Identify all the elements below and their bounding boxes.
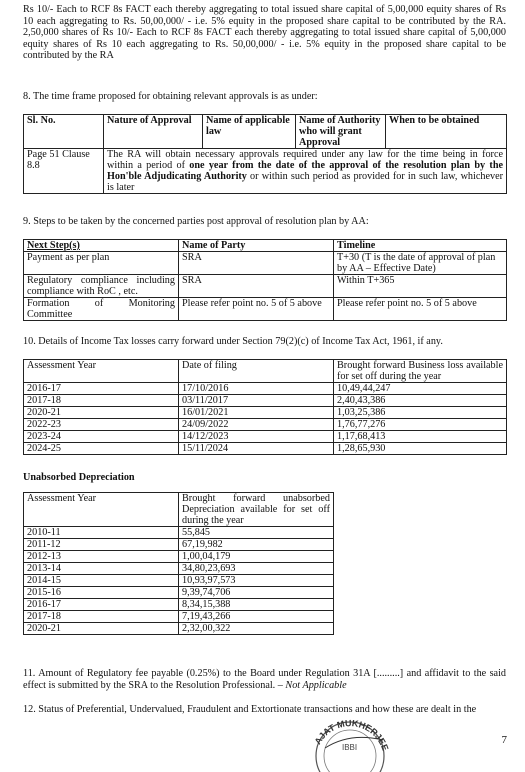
- svg-text:AJAT MUKHERJEE: AJAT MUKHERJEE: [312, 718, 391, 753]
- header-sl-no: Sl. No.: [24, 115, 104, 149]
- depreciation-heading: Unabsorbed Depreciation: [23, 472, 135, 483]
- approval-description: The RA will obtain necessary approvals required under any law for the time being in force within a period of one year from the date of the approval of the resolution plan by the Hon'ble Adjudicating Authority or within such period as provided for in such law, whichever is later: [104, 149, 507, 194]
- table-row: [24, 395, 507, 407]
- table-row: [24, 623, 334, 635]
- table-cell: 03/11/2017: [179, 395, 334, 407]
- intro-paragraph: Rs 10/- Each to RCF 8s FACT each thereby aggregating to total issued share capital of 5,00,000 equity shares of Rs 10 each aggregating to Rs. 50,00,000/ - i.e. 5% equity in the proposed share capital to be contributed by the RA. 2,50,000 shares of Rs 10/- Each to RCF 8s FACT each thereby aggregating to total issued share capital of 5,00,000 equity shares of Rs 10 each aggregating to Rs. 50,00,000/ - i.e. 5% equity in the proposed share capital to be contributed by the RA: [23, 4, 506, 62]
- table-cell: 2013-14: [24, 563, 179, 575]
- table-cell: Within T+365: [334, 275, 507, 298]
- tax-losses-table: [23, 359, 507, 455]
- header-applicable-law: Name of applicable law: [203, 115, 296, 149]
- table-cell: 2024-25: [24, 443, 179, 455]
- table-row: [24, 149, 507, 194]
- table-cell: 2011-12: [24, 539, 179, 551]
- table-cell: 8,34,15,388: [179, 599, 334, 611]
- section-12-paragraph: 12. Status of Preferential, Undervalued, Fraudulent and Extortionate transactions and how these are dealt in the: [23, 704, 477, 715]
- header-nature-of-approval: Nature of Approval: [104, 115, 203, 149]
- header-business-loss: Brought forward Business loss available for set off during the year: [334, 360, 507, 383]
- table-header-row: [24, 240, 507, 252]
- header-timeline: Timeline: [334, 240, 507, 252]
- section-11-paragraph: 11. Amount of Regulatory fee payable (0.25%) to the Board under Regulation 31A [.........] and affidavit to the said effect is submitted by the SRA to the Resolution Professional. – Not Applicable: [23, 668, 506, 691]
- table-cell: 14/12/2023: [179, 431, 334, 443]
- table-header-row: [24, 115, 507, 149]
- table-cell: 2017-18: [24, 395, 179, 407]
- table-cell: 2016-17: [24, 383, 179, 395]
- table-cell: 2010-11: [24, 527, 179, 539]
- table-cell: 2012-13: [24, 551, 179, 563]
- table-cell: 2017-18: [24, 611, 179, 623]
- table-row: [24, 563, 334, 575]
- table-cell: 2,40,43,386: [334, 395, 507, 407]
- table-row: [24, 419, 507, 431]
- table-cell: 1,17,68,413: [334, 431, 507, 443]
- row-reference: Page 51 Clause 8.8: [24, 149, 104, 194]
- table-cell: 1,00,04,179: [179, 551, 334, 563]
- table-cell: Please refer point no. 5 of 5 above: [179, 298, 334, 321]
- table-row: [24, 275, 507, 298]
- seal-stamp-icon: [295, 712, 400, 772]
- not-applicable-text: Not Applicable: [285, 679, 347, 691]
- table-row: [24, 431, 507, 443]
- table-cell: 10,93,97,573: [179, 575, 334, 587]
- header-depreciation: Brought forward unabsorbed Depreciation available for set off during the year: [179, 493, 334, 527]
- table-cell: SRA: [179, 252, 334, 275]
- table-cell: 67,19,982: [179, 539, 334, 551]
- table-cell: Payment as per plan: [24, 252, 179, 275]
- table-row: [24, 599, 334, 611]
- header-assessment-year: Assessment Year: [24, 493, 179, 527]
- table-cell: 10,49,44,247: [334, 383, 507, 395]
- table-cell: 2016-17: [24, 599, 179, 611]
- table-row: [24, 539, 334, 551]
- next-steps-table: [23, 239, 507, 321]
- table-cell: 55,845: [179, 527, 334, 539]
- table-cell: 2022-23: [24, 419, 179, 431]
- table-header-row: [24, 493, 334, 527]
- table-cell: 1,03,25,386: [334, 407, 507, 419]
- header-authority: Name of Authority who will grant Approval: [296, 115, 386, 149]
- table-cell: 2,32,00,322: [179, 623, 334, 635]
- section-8-heading: 8. The time frame proposed for obtaining relevant approvals is as under:: [23, 91, 318, 102]
- table-row: [24, 587, 334, 599]
- table-cell: 24/09/2022: [179, 419, 334, 431]
- table-cell: Regulatory compliance including compliance with RoC , etc.: [24, 275, 179, 298]
- approval-period-emphasis: one year from the date of the approval of the resolution plan by the Hon'ble Adjudicating Authority: [107, 160, 504, 182]
- table-cell: 2023-24: [24, 431, 179, 443]
- table-row: [24, 575, 334, 587]
- table-row: [24, 611, 334, 623]
- table-cell: 2020-21: [24, 623, 179, 635]
- table-cell: 1,28,65,930: [334, 443, 507, 455]
- table-cell: 9,39,74,706: [179, 587, 334, 599]
- table-cell: 2014-15: [24, 575, 179, 587]
- header-party: Name of Party: [179, 240, 334, 252]
- section-9-heading: 9. Steps to be taken by the concerned parties post approval of resolution plan by AA:: [23, 216, 369, 227]
- table-cell: SRA: [179, 275, 334, 298]
- table-row: [24, 443, 507, 455]
- table-cell: 17/10/2016: [179, 383, 334, 395]
- depreciation-table: [23, 492, 334, 635]
- header-date-of-filing: Date of filing: [179, 360, 334, 383]
- table-row: [24, 383, 507, 395]
- table-row: [24, 527, 334, 539]
- page-number: 7: [501, 734, 507, 746]
- table-cell: 2015-16: [24, 587, 179, 599]
- table-cell: 1,76,77,276: [334, 419, 507, 431]
- header-assessment-year: Assessment Year: [24, 360, 179, 383]
- table-cell: 34,80,23,693: [179, 563, 334, 575]
- table-cell: 7,19,43,266: [179, 611, 334, 623]
- header-next-steps: Next Step(s): [24, 240, 179, 252]
- table-row: [24, 298, 507, 321]
- approvals-table: [23, 114, 507, 194]
- header-when-obtained: When to be obtained: [386, 115, 507, 149]
- table-row: [24, 252, 507, 275]
- table-cell: 16/01/2021: [179, 407, 334, 419]
- table-cell: Formation of Monitoring Committee: [24, 298, 179, 321]
- table-row: [24, 551, 334, 563]
- table-header-row: [24, 360, 507, 383]
- table-cell: 2020-21: [24, 407, 179, 419]
- section-10-heading: 10. Details of Income Tax losses carry forward under Section 79(2)(c) of Income Tax Act, 1961, if any.: [23, 336, 443, 347]
- svg-text:IBBI: IBBI: [342, 743, 358, 752]
- table-cell: T+30 (T is the date of approval of plan by AA – Effective Date): [334, 252, 507, 275]
- table-row: [24, 407, 507, 419]
- table-cell: 15/11/2024: [179, 443, 334, 455]
- table-cell: Please refer point no. 5 of 5 above: [334, 298, 507, 321]
